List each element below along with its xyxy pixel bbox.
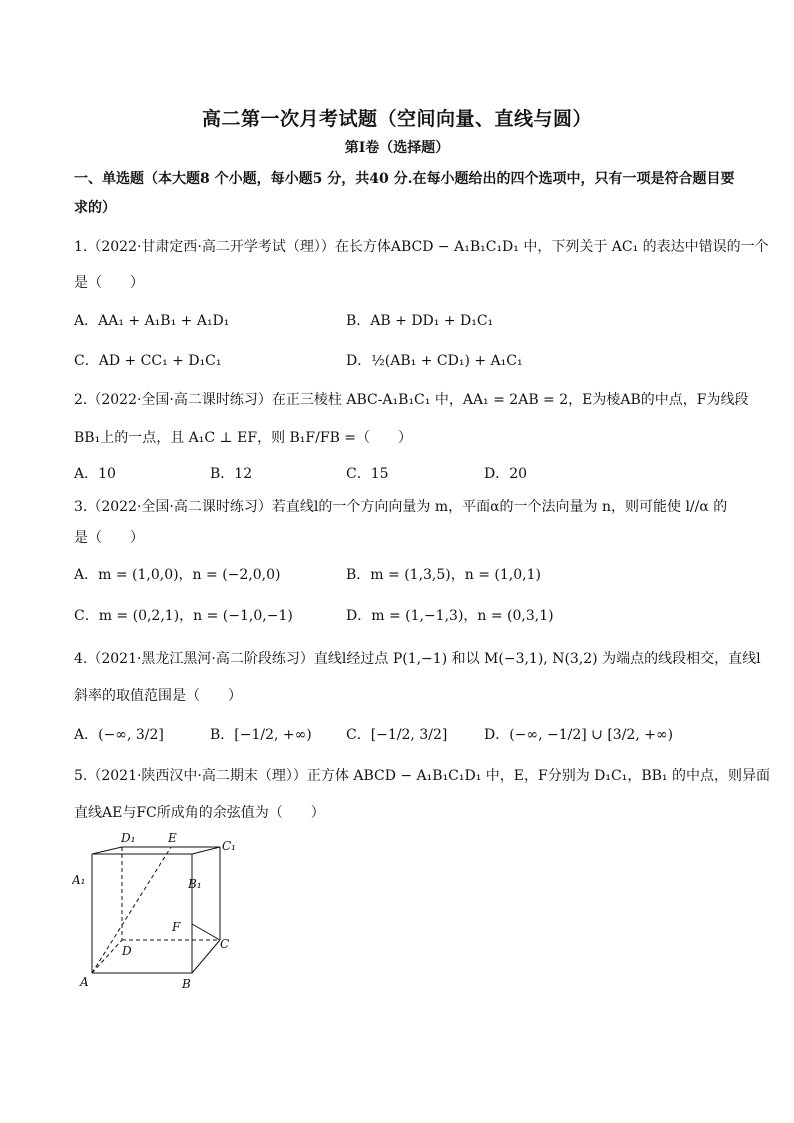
section-heading-line2: 求的） [74,200,116,216]
label-d1: D₁ [121,831,136,845]
q2-option-a: A．10 [74,466,116,482]
q4-stem-line1: 4.（2021·黑龙江黑河·高二阶段练习）直线l经过点 P(1,−1) 和以 M(−3,1), N(3,2) 为端点的线段相交，直线l [74,651,761,667]
cube-figure [72,828,242,993]
label-d: D [122,944,132,958]
edge-b1-c1 [192,847,220,854]
edge-a1-d1 [92,847,122,854]
q3-option-a: A．m = (1,0,0)，n = (−2,0,0) [74,567,281,583]
q1-option-a: A．AA₁ + A₁B₁ + A₁D₁ [74,313,230,329]
segment-f-c [192,924,220,940]
q3-option-d: D．m = (1,−1,3)，n = (0,3,1) [346,608,554,624]
q3-option-b: B．m = (1,3,5)，n = (1,0,1) [346,567,541,583]
q3-stem-line1: 3.（2022·全国·高二课时练习）若直线l的一个方向向量为 m，平面α的一个法向量为 n，则可能使 l//α 的 [74,499,728,515]
label-b1: B₁ [188,877,202,891]
q5-stem-line2: 直线AE与FC所成角的余弦值为（ ） [74,805,325,821]
q5-stem-line1: 5.（2021·陕西汉中·高二期末（理））正方体 ABCD − A₁B₁C₁D₁ 中，E，F分别为 D₁C₁，BB₁ 的中点，则异面 [74,768,770,784]
q3-option-c: C．m = (0,2,1)，n = (−1,0,−1) [74,608,293,624]
q2-option-d: D．20 [484,466,528,482]
q2-stem-line1: 2.（2022·全国·高二课时练习）在正三棱柱 ABC-A₁B₁C₁ 中，AA₁ = 2AB = 2，E为棱AB的中点，F为线段 [74,392,749,408]
label-b: B [182,977,191,991]
section-heading-line1: 一、单选题（本大题8 个小题，每小题5 分，共40 分.在每小题给出的四个选项中，只有一项是符合题目要 [74,171,735,187]
q4-option-a: A．(−∞, 3/2] [74,727,164,743]
hidden-edge-a-d [92,940,122,973]
q4-option-b: B．[−1/2, +∞) [210,727,312,743]
edge-b-c [192,940,220,973]
label-c1: C₁ [222,839,236,853]
q1-stem-line1: 1.（2022·甘肃定西·高二开学考试（理））在长方体ABCD − A₁B₁C₁D₁ 中，下列关于 AC₁ 的表达中错误的一个 [74,239,769,255]
page-title: 高二第一次月考试题（空间向量、直线与圆） [201,108,592,130]
q1-option-c: C．AD + CC₁ + D₁C₁ [74,353,222,369]
q4-option-d: D．(−∞, −1/2] ∪ [3/2, +∞) [484,727,674,743]
q1-option-d: D．½(AB₁ + CD₁) + A₁C₁ [346,353,523,369]
label-c: C [220,937,230,951]
q4-option-c: C．[−1/2, 3/2] [346,727,448,743]
q2-option-b: B．12 [210,466,253,482]
q4-stem-line2: 斜率的取值范围是（ ） [74,688,242,704]
q2-option-c: C．15 [346,466,389,482]
label-a: A [80,975,89,989]
q3-stem-line2: 是（ ） [74,530,144,546]
q2-stem-line2: BB₁上的一点，且 A₁C ⊥ EF，则 B₁F/FB =（ ） [74,430,413,446]
part-subtitle: 第I卷（选择题） [344,140,450,156]
q1-stem-line2: 是（ ） [74,275,144,291]
label-a1: A₁ [72,873,86,887]
label-e: E [168,831,177,845]
label-f: F [172,920,181,934]
q1-option-b: B．AB + DD₁ + D₁C₁ [346,313,494,329]
